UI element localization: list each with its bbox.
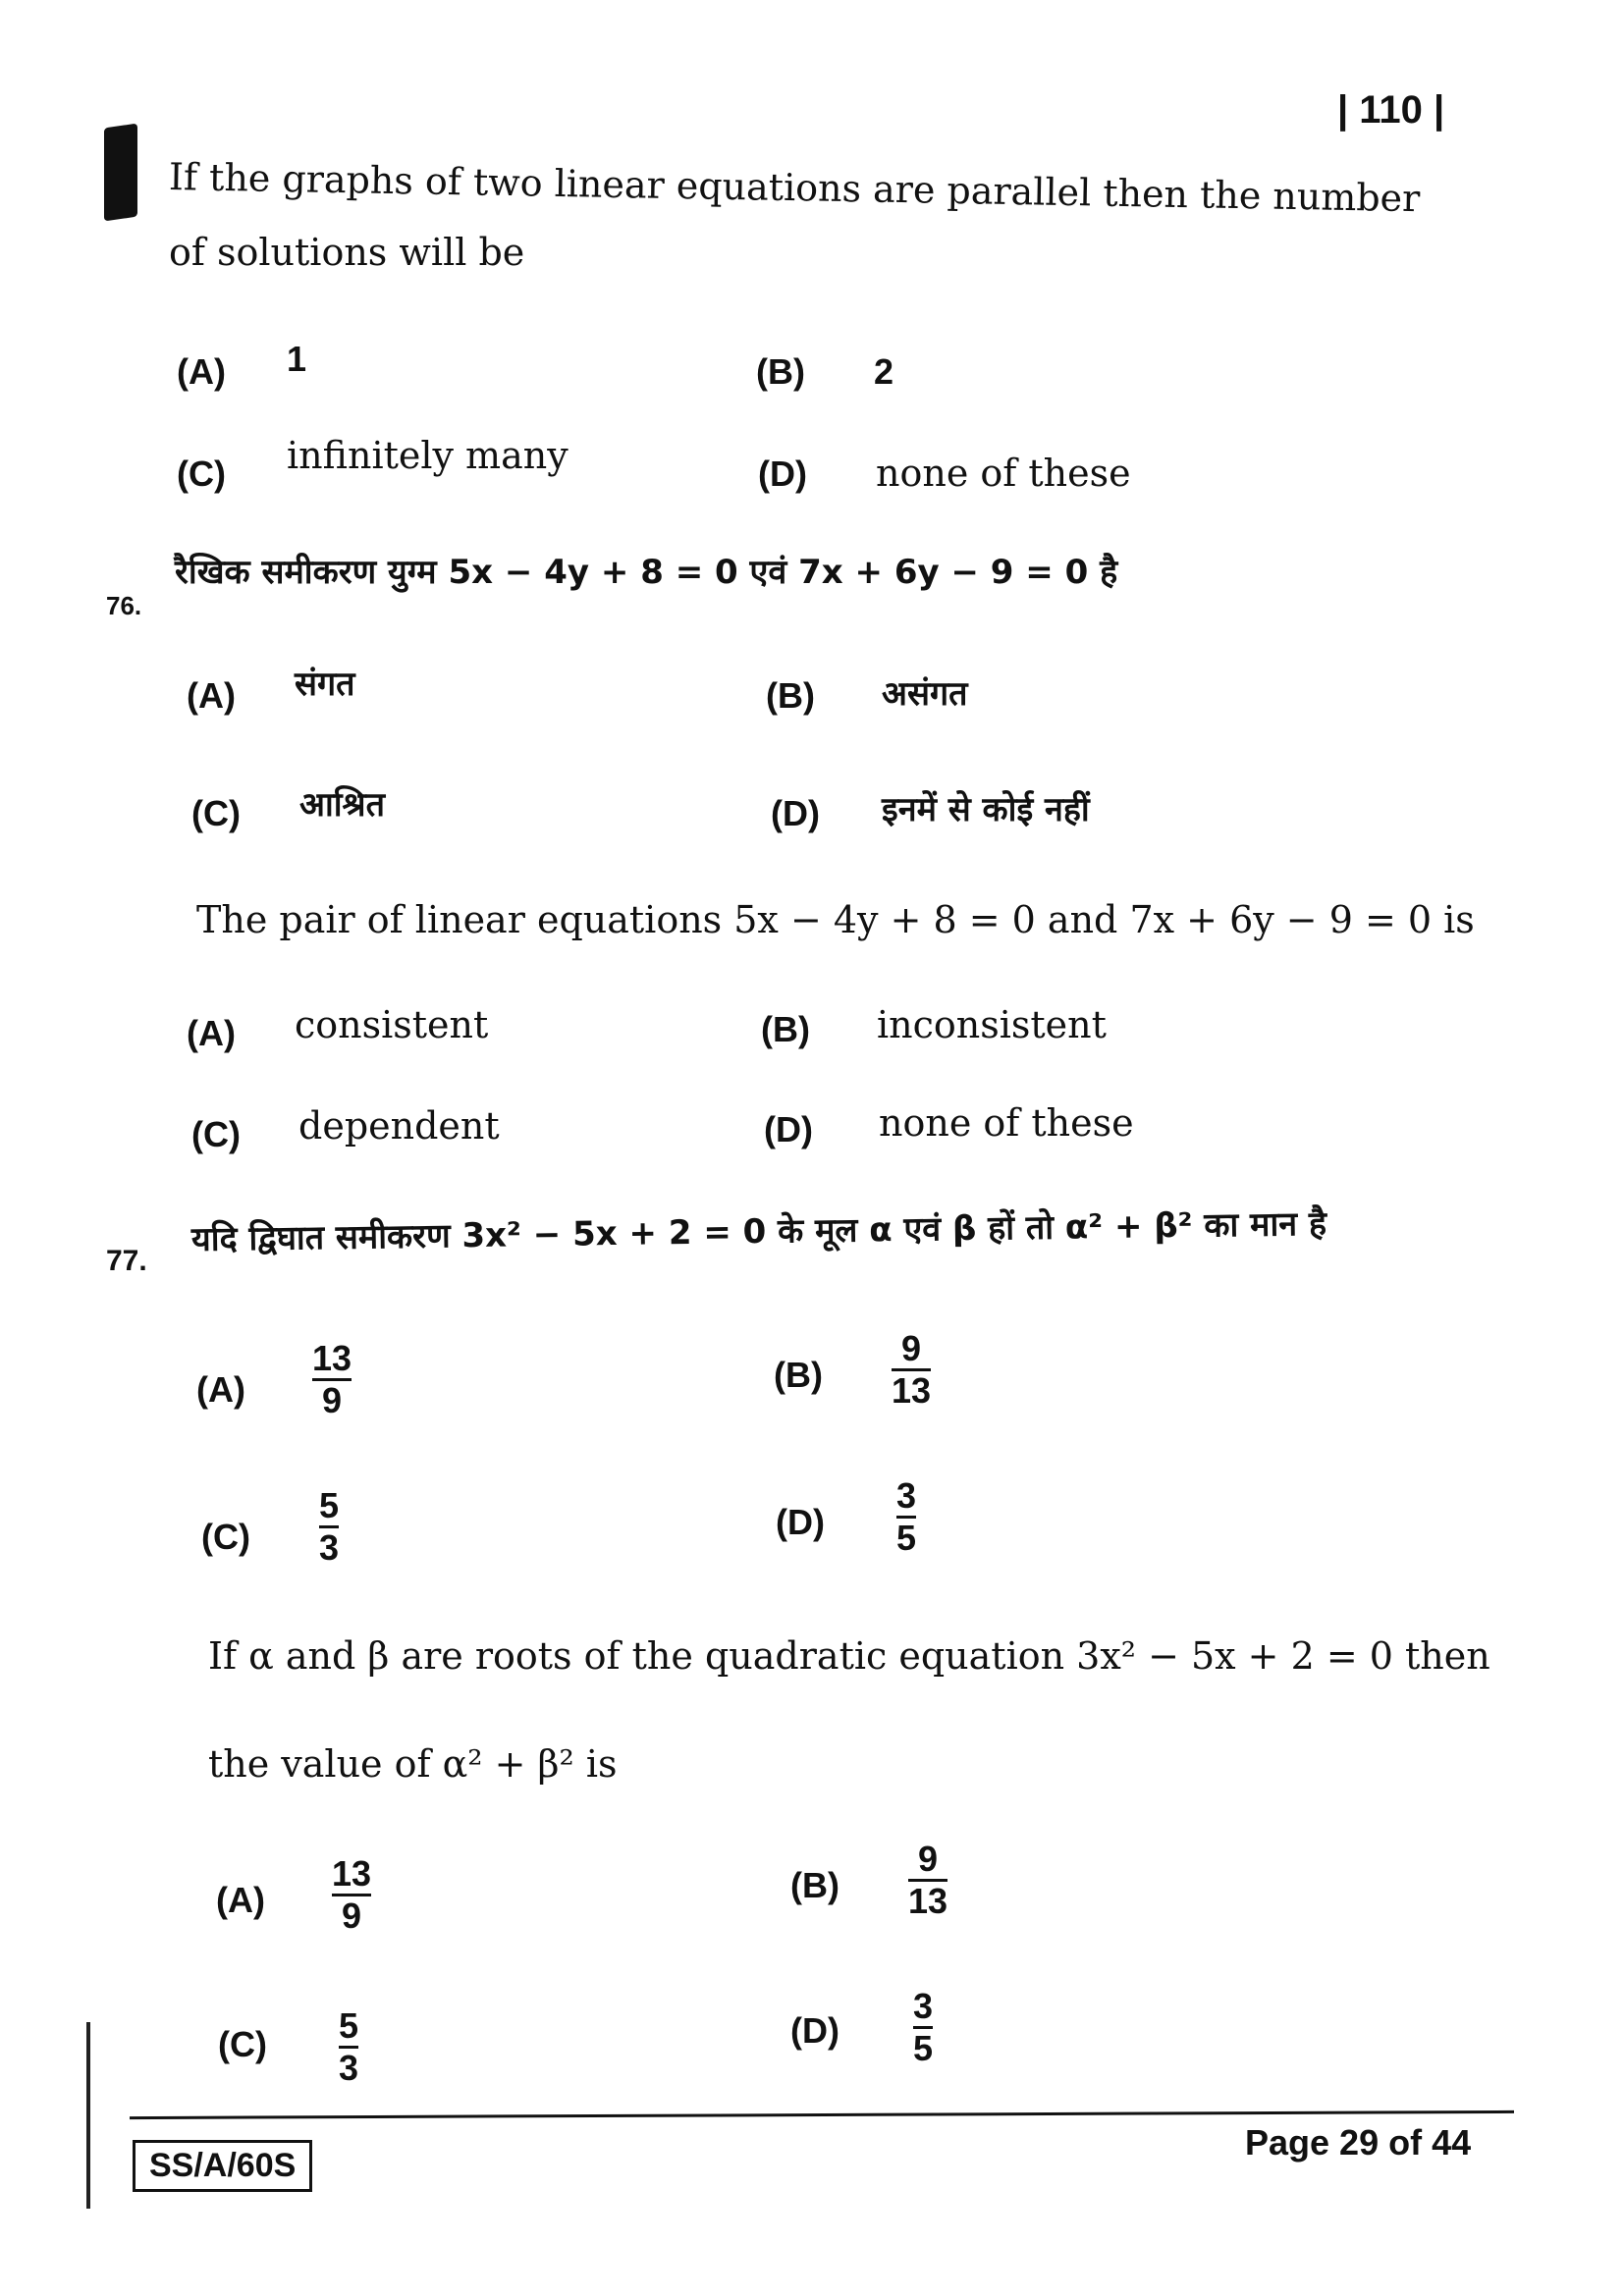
numerator: 3 [913,1986,934,2026]
numerator: 3 [896,1475,917,1516]
q76-hi-option-a-value: संगत [295,665,355,704]
denominator: 9 [342,1895,362,1936]
q75-text-line2: of solutions will be [169,231,525,274]
q76-hi-option-c-label: (C) [191,793,241,833]
denominator: 5 [913,2027,934,2068]
q75-option-c-value: infinitely many [287,434,568,477]
q76-en-option-b-label: (B) [761,1009,810,1049]
q77-option-d-fraction [896,1477,916,1557]
q77-hindi-text: यदि द्विघात समीकरण 3x² − 5x + 2 = 0 के मूल α एवं β हों तो α² + β² का मान है [190,1203,1327,1259]
q77-en-option-c-label: (C) [218,2024,267,2064]
q76-en-option-a-value: consistent [295,1003,489,1046]
denominator: 13 [908,1880,948,1921]
q75-option-d-label: (D) [758,454,807,494]
q75-option-b-label: (B) [756,351,805,392]
q77-en-option-c-fraction [339,2007,358,2087]
q76-en-option-a-label: (A) [187,1013,236,1053]
q76-en-option-c-value: dependent [298,1104,500,1148]
q75-option-a-label: (A) [177,351,226,392]
denominator: 3 [339,2047,359,2088]
q76-en-option-d-label: (D) [764,1109,813,1149]
footer-paper-code: SS/A/60S [133,2140,312,2192]
numerator: 5 [319,1485,340,1525]
q77-option-b-fraction [892,1330,931,1410]
q77-en-option-d-fraction [913,1988,933,2067]
q77-number: 77. [106,1245,147,1277]
footer-rule [130,2110,1514,2119]
q76-english-text: The pair of linear equations 5x − 4y + 8 = 0 and 7x + 6y − 9 = 0 is [196,898,1475,941]
denominator: 3 [319,1526,340,1568]
q75-option-b-value: 2 [874,351,894,392]
q77-option-c-label: (C) [201,1517,250,1557]
q77-english-line2: the value of α² + β² is [208,1742,618,1786]
q77-en-option-b-label: (B) [790,1865,839,1905]
q77-option-b-label: (B) [774,1355,823,1395]
scan-marker [104,124,137,222]
q77-en-option-a-fraction [332,1855,371,1935]
q76-en-option-b-value: inconsistent [877,1003,1107,1046]
margin-line [86,2022,90,2209]
q76-en-option-c-label: (C) [191,1114,241,1154]
numerator: 9 [918,1839,939,1879]
q77-option-a-label: (A) [196,1369,245,1410]
q76-en-option-d-value: none of these [879,1101,1134,1145]
numerator: 13 [332,1853,372,1894]
q77-en-option-b-fraction [908,1841,947,1920]
q77-en-option-d-label: (D) [790,2010,839,2051]
denominator: 13 [892,1369,932,1411]
q76-hi-option-b-label: (B) [766,675,815,716]
q76-hi-option-d-label: (D) [771,793,820,833]
footer-page-number: Page 29 of 44 [1245,2122,1472,2163]
q77-option-a-fraction [312,1340,352,1419]
q76-number: 76. [106,591,142,620]
q76-hindi-text: रैखिक समीकरण युग्म 5x − 4y + 8 = 0 एवं 7x + 6y − 9 = 0 है [175,553,1118,592]
numerator: 5 [339,2005,359,2046]
q75-option-c-label: (C) [177,454,226,494]
denominator: 5 [896,1517,917,1558]
page-header-code: | 110 | [1337,88,1445,132]
q75-option-d-value: none of these [876,452,1131,495]
q76-hi-option-c-value: आश्रित [299,785,386,825]
q77-option-c-fraction [319,1487,339,1567]
q76-hi-option-d-value: इनमें से कोई नहीं [882,790,1090,829]
q75-text-line1: If the graphs of two linear equations are parallel then the number [168,155,1421,221]
q76-hi-option-b-value: असंगत [882,674,968,714]
denominator: 9 [322,1379,343,1420]
q77-english-line1: If α and β are roots of the quadratic equation 3x² − 5x + 2 = 0 then [208,1634,1490,1678]
q75-option-a-value: 1 [287,339,307,379]
q76-hi-option-a-label: (A) [187,675,236,716]
q77-option-d-label: (D) [776,1502,825,1542]
q77-en-option-a-label: (A) [216,1880,265,1920]
numerator: 9 [901,1328,922,1368]
numerator: 13 [312,1338,352,1378]
